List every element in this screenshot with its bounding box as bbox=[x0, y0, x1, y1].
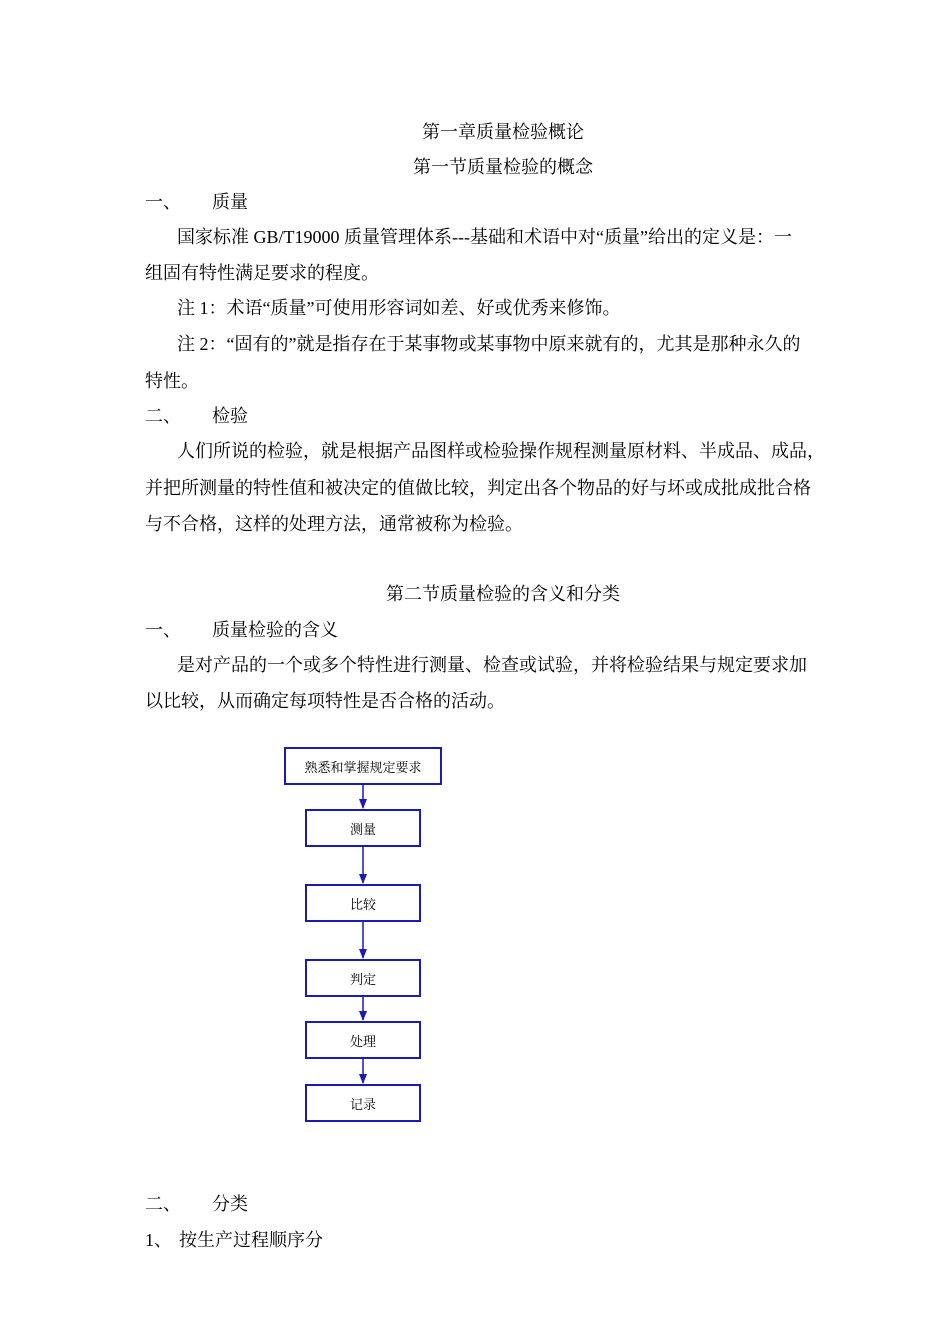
sub1-number: 1、 bbox=[145, 1230, 172, 1250]
s1-item2-heading: 检验 bbox=[212, 406, 248, 426]
section2-title: 第二节质量检验的含义和分类 bbox=[386, 584, 620, 604]
inspection-line-2: 并把所测量的特性值和被决定的值做比较，判定出各个物品的好与坏或成批成批合格 bbox=[145, 478, 811, 498]
flow-step-judge: 判定 bbox=[305, 959, 421, 997]
definition-line-2: 组固有特性满足要求的程度。 bbox=[145, 263, 379, 283]
chapter-title: 第一章质量检验概论 bbox=[422, 122, 584, 142]
note-2-line-1: 注 2：“固有的”就是指存在于某事物或某事物中原来就有的，尤其是那种永久的 bbox=[177, 334, 801, 354]
s2-item1-number: 一、 bbox=[145, 620, 181, 640]
note-2-line-2: 特性。 bbox=[145, 371, 199, 391]
inspection-line-1: 人们所说的检验，就是根据产品图样或检验操作规程测量原材料、半成品、成品， bbox=[177, 441, 825, 461]
s2-item2-number: 二、 bbox=[145, 1194, 181, 1214]
flow-step-compare: 比较 bbox=[305, 884, 421, 922]
s1-item2-number: 二、 bbox=[145, 406, 181, 426]
section1-title: 第一节质量检验的概念 bbox=[413, 157, 593, 177]
definition-line-1: 国家标准 GB/T19000 质量管理体系---基础和术语中对“质量”给出的定义是：一 bbox=[177, 227, 792, 247]
meaning-line-2: 以比较，从而确定每项特性是否合格的活动。 bbox=[145, 691, 505, 711]
flow-step-record: 记录 bbox=[305, 1084, 421, 1122]
flow-step-familiarize: 熟悉和掌握规定要求 bbox=[284, 747, 442, 785]
s1-item1-number: 一、 bbox=[145, 192, 181, 212]
flow-step-handle: 处理 bbox=[305, 1021, 421, 1059]
sub1-heading: 按生产过程顺序分 bbox=[179, 1230, 323, 1250]
inspection-line-3: 与不合格，这样的处理方法，通常被称为检验。 bbox=[145, 514, 523, 534]
note-1: 注 1：术语“质量”可使用形容词如差、好或优秀来修饰。 bbox=[177, 298, 621, 318]
meaning-line-1: 是对产品的一个或多个特性进行测量、检查或试验，并将检验结果与规定要求加 bbox=[177, 655, 807, 675]
s1-item1-heading: 质量 bbox=[212, 192, 248, 212]
s2-item2-heading: 分类 bbox=[212, 1194, 248, 1214]
s2-item1-heading: 质量检验的含义 bbox=[212, 620, 338, 640]
flow-step-measure: 测量 bbox=[305, 809, 421, 847]
